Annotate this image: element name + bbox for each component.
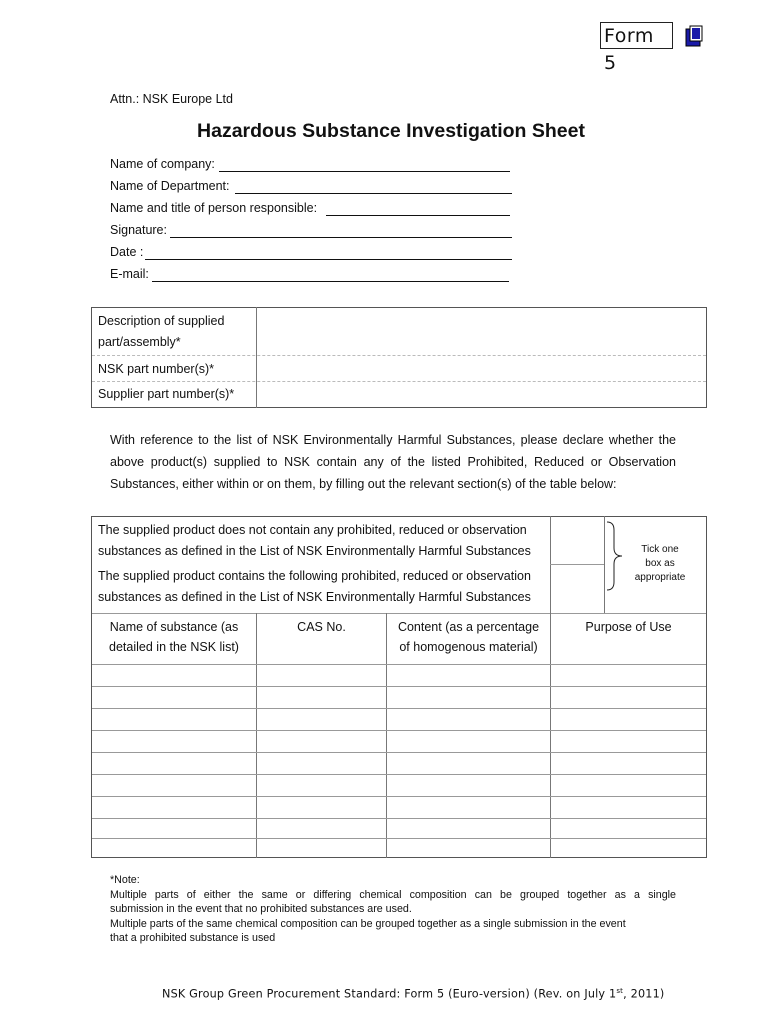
- part-table-divider: [256, 307, 257, 408]
- header-line: detailed in the NSK list): [109, 640, 239, 654]
- option-no-substances-line1: The supplied product does not contain any prohibited, reduced or observation: [98, 523, 527, 537]
- header-line: Content (as a percentage: [397, 620, 540, 634]
- notes-line: Multiple parts of either the same or differing chemical composition can be grouped together as a single: [110, 888, 676, 901]
- signature-field[interactable]: [170, 237, 512, 238]
- notes-heading: *Note:: [110, 874, 140, 886]
- department-field[interactable]: [235, 193, 512, 194]
- email-label: E-mail:: [110, 267, 149, 281]
- option-no-substances-line2: substances as defined in the List of NSK Environmentally Harmful Substances: [98, 544, 531, 558]
- column-header-content: [387, 617, 550, 657]
- responsible-person-field[interactable]: [326, 215, 510, 216]
- attention-line: Attn.: NSK Europe Ltd: [110, 92, 233, 106]
- description-input-cell[interactable]: [258, 309, 705, 354]
- header-line: of homogenous material): [399, 640, 538, 654]
- date-label: Date :: [110, 245, 144, 259]
- substance-entry-rows[interactable]: [92, 665, 706, 857]
- date-field[interactable]: [145, 259, 512, 260]
- reference-line: With reference to the list of NSK Environmentally Harmful Substances, please declare whether the: [110, 433, 676, 447]
- tick-instruction-line: appropriate: [634, 572, 686, 583]
- company-name-field[interactable]: [219, 171, 510, 172]
- notes-line: Multiple parts of the same chemical composition can be grouped together as a single submission in the event: [110, 917, 626, 930]
- signature-label: Signature:: [110, 223, 167, 237]
- tickbox-contains-substances[interactable]: [552, 566, 603, 612]
- reference-line: Substances, either within or on them, by filling out the relevant section(s) of the table below:: [110, 477, 617, 491]
- column-header-substance-name: [92, 617, 256, 657]
- responsible-person-label: Name and title of person responsible:: [110, 201, 318, 215]
- part-table-row-divider: [92, 381, 706, 382]
- document-icon: [683, 24, 705, 48]
- notes-section: [110, 873, 676, 946]
- tick-instruction: [615, 543, 705, 585]
- tick-instruction-line: Tick one: [641, 544, 679, 555]
- email-field[interactable]: [152, 281, 509, 282]
- department-label: Name of Department:: [110, 179, 230, 193]
- page-title: Hazardous Substance Investigation Sheet: [197, 120, 585, 142]
- tick-instruction-line: box as: [645, 558, 675, 569]
- declaration-bottom-border: [92, 613, 706, 614]
- notes-line: submission in the event that no prohibited substances are used.: [110, 903, 412, 915]
- supplier-part-number-input-cell[interactable]: [258, 383, 705, 407]
- reference-paragraph: [110, 429, 676, 495]
- option-contains-substances-line1: The supplied product contains the following prohibited, reduced or observation: [98, 569, 531, 583]
- supplier-part-number-label: Supplier part number(s)*: [98, 387, 235, 401]
- footer-text: NSK Group Green Procurement Standard: Form 5 (Euro-version) (Rev. on July 1: [162, 987, 617, 1001]
- notes-line: that a prohibited substance is used: [110, 932, 276, 944]
- footer-text-end: , 2011): [623, 987, 665, 1001]
- company-name-label: Name of company:: [110, 157, 215, 171]
- nsk-part-number-input-cell[interactable]: [258, 357, 705, 380]
- description-label-line1: Description of supplied: [98, 314, 225, 328]
- tickbox-no-substances[interactable]: [552, 518, 603, 563]
- column-header-purpose: Purpose of Use: [585, 620, 672, 634]
- page-footer: [162, 987, 664, 1001]
- reference-line: above product(s) supplied to NSK contain any of the listed Prohibited, Reduced or Observation: [110, 455, 676, 469]
- description-label-line2: part/assembly*: [98, 335, 181, 349]
- column-header-cas-no: CAS No.: [297, 620, 346, 634]
- header-line: Name of substance (as: [109, 620, 239, 634]
- form-number-badge: Form 5: [600, 22, 673, 49]
- nsk-part-number-label: NSK part number(s)*: [98, 362, 215, 376]
- option-contains-substances-line2: substances as defined in the List of NSK Environmentally Harmful Substances: [98, 590, 531, 604]
- footer-superscript: st: [616, 987, 624, 995]
- part-table-row-divider: [92, 355, 706, 356]
- tickbox-divider: [550, 564, 604, 565]
